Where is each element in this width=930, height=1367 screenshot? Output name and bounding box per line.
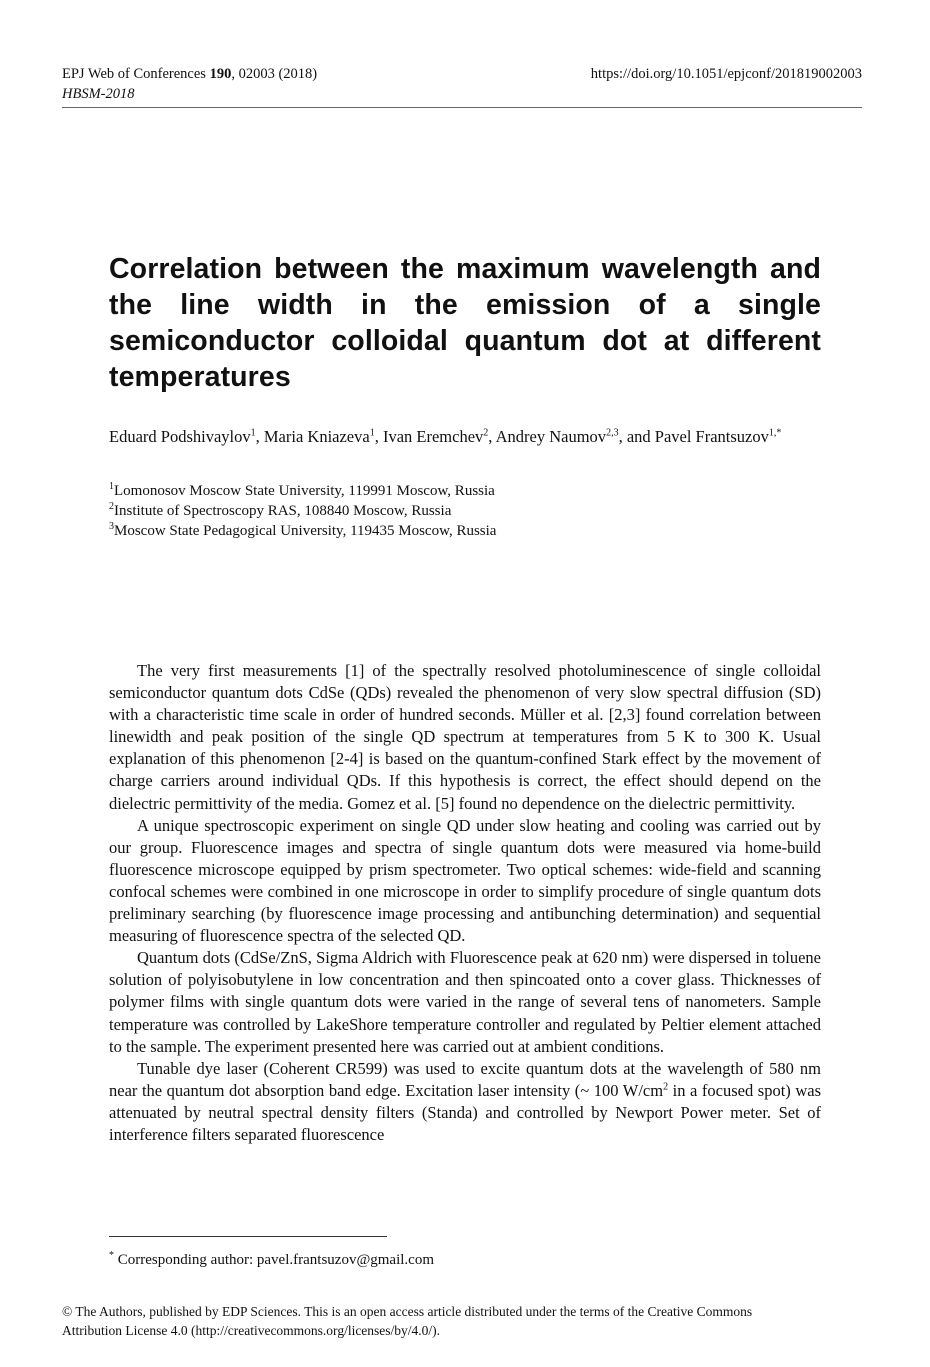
author-affiliation-mark: 1,* xyxy=(768,427,782,439)
author-separator: , xyxy=(488,427,496,446)
author-affiliation-mark: 2,3 xyxy=(606,427,619,439)
author-separator: , and xyxy=(618,427,655,446)
body-text xyxy=(109,660,821,1146)
footnote-text: Corresponding author: pavel.frantsuzov@gmail.com xyxy=(114,1252,434,1268)
license-notice xyxy=(62,1303,862,1340)
body-paragraph xyxy=(109,1058,821,1146)
license-line: © The Authors, published by EDP Sciences. This is an open access article distributed under the terms of the Creative Commons xyxy=(62,1304,753,1319)
author-name: Maria Kniazeva xyxy=(263,427,370,446)
author-name: Andrey Naumov xyxy=(495,427,607,446)
affiliation-number: 2 xyxy=(109,501,114,512)
author-separator: , xyxy=(255,427,264,446)
author xyxy=(383,427,488,446)
author-list xyxy=(109,426,821,447)
journal-volume: 190 xyxy=(209,66,232,82)
doi-link[interactable]: https://doi.org/10.1051/epjconf/201819002003 xyxy=(590,66,862,82)
author-name: Ivan Eremchev xyxy=(382,427,484,446)
affiliation xyxy=(109,481,821,501)
author xyxy=(655,427,782,446)
body-paragraph: The very first measurements [1] of the spectrally resolved photoluminescence of single colloidal semiconductor quantum dots CdSe (QDs) revealed the phenomenon of very slow spectral diffusion (SD) with a characteristic time scale in order of hundred seconds. Müller et al. [2,3] found correlation between linewidth and peak position of the single QD spectrum at temperatures from 5 K to 300 K. Usual explanation of this phenomenon [2-4] is based on the quantum-confined Stark effect by the movement of charge carriers around individual QDs. If this hypothesis is correct, the effect should depend on the dielectric permittivity of the media. Gomez et al. [5] found no dependence on the dielectric permittivity. xyxy=(109,661,821,813)
header-divider xyxy=(62,107,862,108)
footnote-mark: * xyxy=(109,1250,114,1261)
footnote xyxy=(109,1250,434,1270)
author-separator: , xyxy=(374,427,383,446)
license-line: Attribution License 4.0 (http://creativecommons.org/licenses/by/4.0/). xyxy=(62,1322,441,1338)
author xyxy=(496,427,619,446)
affiliation-number: 1 xyxy=(109,481,114,492)
paper-title: Correlation between the maximum wavelength and the line width in the emission of a single semiconductor colloidal quantum dot at different temperatures xyxy=(109,253,821,393)
body-paragraph: Quantum dots (CdSe/ZnS, Sigma Aldrich with Fluorescence peak at 620 nm) were dispersed in toluene solution of polyisobutylene in low concentration and then spincoated onto a cover glass. Thicknesses of polymer films with single quantum dots were varied in the range of several tens of nanometers. Sample temperature was controlled by LakeShore temperature controller and regulated by Peltier element attached to the sample. The experiment presented here was carried out at ambient conditions. xyxy=(109,948,821,1056)
journal-citation xyxy=(62,64,317,84)
footnote-divider xyxy=(109,1236,387,1237)
author-name: Eduard Podshivaylov xyxy=(109,427,251,446)
author-name: Pavel Frantsuzov xyxy=(654,427,769,446)
paragraph-text: Tunable dye laser (Coherent CR599) was used to excite quantum dots at the wavelength of 580 nm near the quantum dot absorption band edge. Excitation laser intensity (~ 100 W/cm xyxy=(109,1058,821,1100)
author-affiliation-mark: 1 xyxy=(369,427,375,439)
author xyxy=(264,427,375,446)
unit-superscript: 2 xyxy=(663,1081,669,1093)
affiliation-list xyxy=(109,481,821,541)
affiliation-number: 3 xyxy=(109,521,114,532)
author-affiliation-mark: 2 xyxy=(483,427,489,439)
affiliation xyxy=(109,521,821,541)
author-affiliation-mark: 1 xyxy=(250,427,256,439)
author xyxy=(109,427,256,446)
affiliation xyxy=(109,501,821,521)
body-paragraph: A unique spectroscopic experiment on single QD under slow heating and cooling was carried out by our group. Fluorescence images and spectra of single quantum dots were measured via home-build fluorescence microscope equipped by prism spectrometer. Two optical schemes: wide-field and scanning confocal schemes were combined in one microscope in order to simplify procedure of single quantum dots preliminary searching (by fluorescence image processing and antibunching determination) and sequential measuring of fluorescence spectra of the selected QD. xyxy=(109,815,821,946)
affiliation-text: Lomonosov Moscow State University, 119991 Moscow, Russia xyxy=(114,483,495,499)
affiliation-text: Moscow State Pedagogical University, 119435 Moscow, Russia xyxy=(114,523,497,539)
paragraph-text: in a focused spot) was attenuated by neutral spectral density filters (Standa) and controlled by Newport Power meter. Set of interference filters separated fluorescence xyxy=(109,1080,822,1144)
conference-name: HBSM-2018 xyxy=(62,86,135,102)
journal-name: EPJ Web of Conferences xyxy=(62,66,210,82)
article-number: , 02003 (2018) xyxy=(231,66,318,82)
affiliation-text: Institute of Spectroscopy RAS, 108840 Moscow, Russia xyxy=(114,503,452,519)
